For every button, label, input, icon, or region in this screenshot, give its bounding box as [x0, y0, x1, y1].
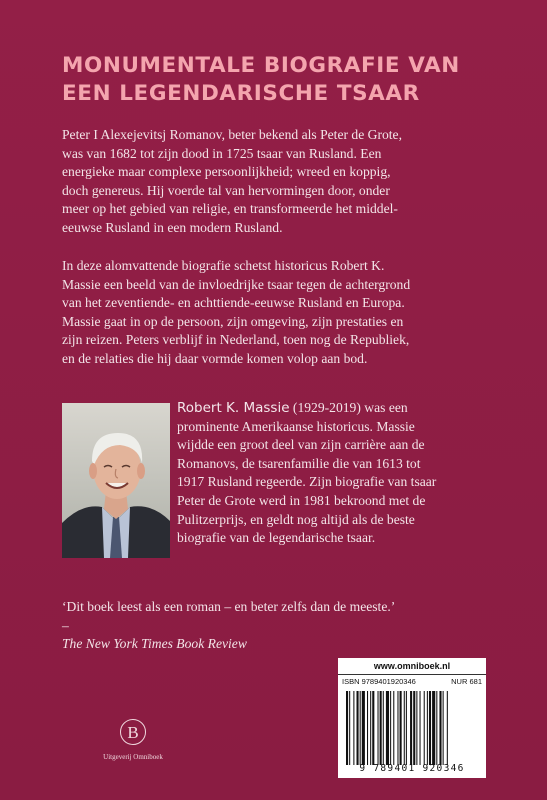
author-bio-line: Pulitzerprijs, en geldt nog altijd als de beste	[177, 511, 415, 527]
isbn-row	[342, 676, 482, 688]
ean-digits: 9 789401 920346	[359, 763, 465, 774]
barcode-bar	[427, 691, 428, 765]
intro-line: doch genereus. Hij voerde tal van hervormingen door, onder	[62, 182, 390, 198]
barcode-bar	[370, 691, 371, 765]
author-bio-line: biografie van de legendarische tsaar.	[177, 530, 376, 546]
intro-line: meer op het gebied van religie, en transformeerde het middel-	[62, 201, 398, 217]
description-line: en de relaties die hij daar vormde komen volop aan bod.	[62, 350, 368, 366]
barcode-bar	[372, 691, 374, 765]
description-line: van het zeventiende- en achttiende-eeuwse Rusland en Europa.	[62, 295, 405, 311]
barcode-bar	[349, 691, 350, 765]
author-bio-first-line	[177, 399, 507, 418]
barcode-bar	[346, 691, 348, 765]
intro-line: was van 1682 tot zijn dood in 1725 tsaar van Rusland. Een	[62, 145, 382, 161]
biography-description-paragraph	[62, 257, 502, 369]
author-bio-line: Peter de Grote werd in 1981 bekroond met de	[177, 492, 426, 508]
barcode-bar	[353, 691, 354, 765]
barcode-icon	[344, 691, 480, 765]
barcode-bar	[447, 691, 448, 765]
barcode-bar	[416, 691, 417, 765]
barcode-bar	[397, 691, 398, 765]
barcode-bar	[420, 691, 421, 765]
quote-attribution	[62, 617, 512, 654]
description-line: Massie een beeld van de invloedrijke tsaar tegen de achtergrond	[62, 276, 411, 292]
author-bio-dates: (1929-2019) was een	[289, 400, 408, 415]
author-bio-line: prominente Amerikaanse historicus. Massie	[177, 418, 415, 434]
description-line: Massie gaat in op de persoon, zijn omgeving, zijn prestaties en	[62, 313, 404, 329]
barcode-bar	[439, 691, 441, 765]
intro-line: eeuwse Rusland in een modern Rusland.	[62, 219, 283, 235]
barcode-bar	[413, 691, 415, 765]
barcode-bar	[404, 691, 405, 765]
nur-code: NUR 681	[451, 677, 482, 686]
author-portrait-image	[62, 403, 170, 558]
barcode-bar	[390, 691, 391, 765]
publisher-logo-icon	[119, 718, 147, 746]
publisher-name: Uitgeverij Omniboek	[103, 753, 163, 761]
quote-source: The New York Times Book Review	[62, 636, 247, 652]
barcode-bar	[380, 691, 382, 765]
intro-line: energieke maar complexe persoonlijkheid; wreed en koppig,	[62, 164, 391, 180]
publisher-url: www.omniboek.nl	[338, 658, 486, 675]
author-bio	[177, 399, 507, 548]
barcode-bar	[429, 691, 431, 765]
publisher-logo	[88, 718, 178, 761]
barcode-bar	[378, 691, 379, 765]
quote-text: ‘Dit boek leest als een roman – en beter zelfs dan de meeste.’	[62, 599, 396, 614]
quote-dash: –	[62, 617, 69, 633]
isbn-number: ISBN 9789401920346	[342, 677, 416, 686]
headline	[62, 52, 502, 108]
publisher-logo-letter: B	[127, 723, 139, 742]
barcode-bar	[362, 691, 365, 765]
author-name: Robert K. Massie	[177, 400, 290, 416]
barcode-bar	[367, 691, 368, 765]
barcode-bar	[436, 691, 437, 765]
barcode-bar	[383, 691, 384, 765]
barcode-bar	[410, 691, 412, 765]
barcode-bar	[360, 691, 361, 765]
barcode-bar	[443, 691, 444, 765]
headline-line-1: MONUMENTALE BIOGRAFIE VAN	[62, 53, 460, 78]
author-portrait	[62, 403, 170, 558]
barcode-box	[338, 658, 486, 778]
description-line: zijn reizen. Peters verblijf in Nederland, toen nog de Republiek,	[62, 332, 410, 348]
author-bio-line: Romanovs, de tsarenfamilie die van 1613 tot	[177, 455, 421, 471]
headline-line-2: EEN LEGENDARISCHE TSAAR	[62, 81, 420, 106]
intro-paragraph	[62, 126, 502, 238]
barcode-bar	[432, 691, 435, 765]
author-bio-line: 1917 Rusland regeerde. Zijn biografie van tsaar	[177, 474, 437, 490]
barcode-bar	[357, 691, 359, 765]
barcode-bar	[400, 691, 402, 765]
barcode-bar	[406, 691, 407, 765]
barcode-bar	[393, 691, 394, 765]
review-quote	[62, 598, 512, 654]
author-bio-line: wijdde een groot deel van zijn carrière aan de	[177, 437, 425, 453]
barcode-bar	[386, 691, 389, 765]
barcode-bar	[424, 691, 425, 765]
description-line: In deze alomvattende biografie schetst historicus Robert K.	[62, 258, 385, 273]
intro-line: Peter I Alexejevitsj Romanov, beter bekend als Peter de Grote,	[62, 127, 402, 142]
